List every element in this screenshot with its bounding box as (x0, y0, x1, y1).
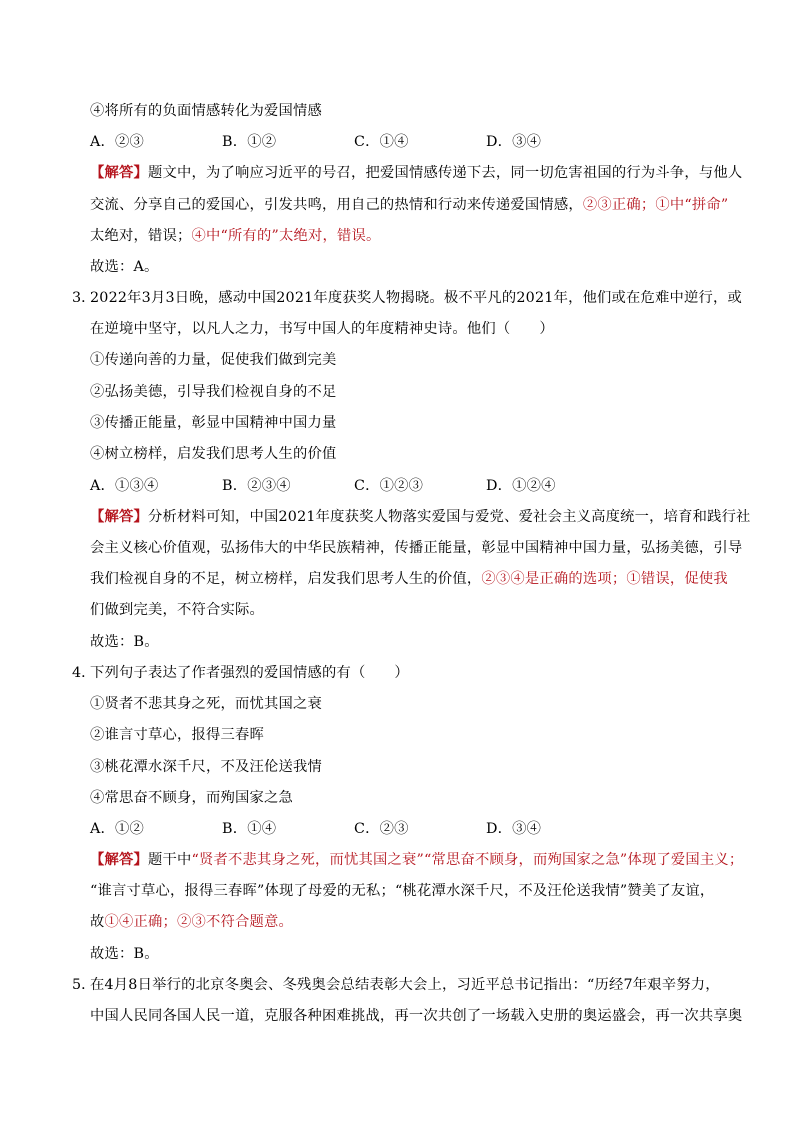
q2-option-b: B．①② (222, 134, 277, 150)
q2-answer-line-3: 太绝对，错误；④中“所有的”太绝对，错误。 (90, 228, 381, 244)
q3-stem-line-2: 在逆境中坚守，以凡人之力，书写中国人的年度精神史诗。他们（ ） (90, 321, 554, 337)
q3-number: 3． (72, 290, 96, 306)
q3-option-a: A．①③④ (90, 478, 159, 494)
q2-options (90, 132, 738, 152)
q4-item-3: ③桃花潭水深千尺，不及汪伦送我情 (90, 759, 322, 775)
q4-choice: 故选：B。 (90, 946, 159, 962)
q4-answer-line-3: 故①④正确；②③不符合题意。 (90, 914, 293, 930)
q5-stem-line-2: 中国人民同各国人民一道，克服各种困难挑战，再一次共创了一场载入史册的奥运盛会，再一次共享奥 (90, 1008, 743, 1024)
q2-answer-line-2: 交流、分享自己的爱国心，引发共鸣，用自己的热情和行动来传递爱国情感，②③正确；①中“拼命” (90, 197, 729, 213)
answer-tag: 【解答】 (90, 165, 148, 181)
q5-stem-line-1: 在4月8日举行的北京冬奥会、冬残奥会总结表彰大会上，习近平总书记指出：“历经7年艰辛努力， (90, 977, 720, 993)
q2-option-a: A．②③ (90, 134, 145, 150)
q3-option-b: B．②③④ (222, 478, 291, 494)
answer-tag: 【解答】 (90, 509, 148, 525)
q3-option-c: C．①②③ (354, 478, 424, 494)
q3-item-3: ③传播正能量，彰显中国精神中国力量 (90, 415, 337, 431)
q4-option-d: D．③④ (486, 821, 542, 837)
q4-option-b: B．①④ (222, 821, 277, 837)
q2-option-c: C．①④ (354, 134, 409, 150)
q3-choice: 故选：B。 (90, 634, 159, 650)
q3-option-d: D．①②④ (486, 478, 556, 494)
q3-answer-line-2: 会主义核心价值观，弘扬伟大的中华民族精神，传播正能量，彰显中国精神中国力量，弘扬美德，引导 (90, 540, 743, 556)
q4-option-a: A．①② (90, 821, 145, 837)
q4-number: 4． (72, 665, 96, 681)
q3-answer-line-1: 【解答】分析材料可知，中国2021年度获奖人物落实爱国与爱党、爱社会主义高度统一，培育和践行社 (90, 509, 751, 525)
q4-item-2: ②谁言寸草心，报得三春晖 (90, 727, 264, 743)
q3-item-2: ②弘扬美德，引导我们检视自身的不足 (90, 384, 337, 400)
q2-answer-line-1: 【解答】题文中，为了响应习近平的号召，把爱国情感传递下去，同一切危害祖国的行为斗争，与他人 (90, 165, 743, 181)
q4-options (90, 819, 738, 839)
q2-option-d: D．③④ (486, 134, 542, 150)
answer-tag: 【解答】 (90, 852, 148, 868)
q3-options (90, 476, 738, 496)
q4-item-4: ④常思奋不顾身，而殉国家之急 (90, 790, 293, 806)
q2-item-4: ④将所有的负面情感转化为爱国情感 (90, 103, 322, 119)
q2-choice: 故选：A。 (90, 259, 159, 275)
q4-stem: 下列句子表达了作者强烈的爱国情感的有（ ） (90, 665, 409, 681)
q3-answer-line-4: 们做到完美，不符合实际。 (90, 602, 264, 618)
q3-item-4: ④树立榜样，启发我们思考人生的价值 (90, 446, 337, 462)
q5-number: 5． (72, 977, 96, 993)
q4-answer-line-2: “谁言寸草心，报得三春晖”体现了母爱的无私；“桃花潭水深千尺，不及汪伦送我情”赞美了友谊， (90, 883, 715, 899)
q4-answer-line-1: 【解答】题干中“贤者不悲其身之死，而忧其国之衰”“常思奋不顾身，而殉国家之急”体现了爱国主义； (90, 852, 744, 868)
q4-option-c: C．②③ (354, 821, 409, 837)
q3-answer-line-3: 我们检视自身的不足，树立榜样，启发我们思考人生的价值，②③④是正确的选项；①错误，促使我 (90, 571, 728, 587)
q3-stem-line-1: 2022年3月3日晚，感动中国2021年度获奖人物揭晓。极不平凡的2021年，他们或在危难中逆行，或 (90, 290, 743, 306)
q4-item-1: ①贤者不悲其身之死，而忧其国之衰 (90, 696, 322, 712)
q3-item-1: ①传递向善的力量，促使我们做到完美 (90, 352, 337, 368)
